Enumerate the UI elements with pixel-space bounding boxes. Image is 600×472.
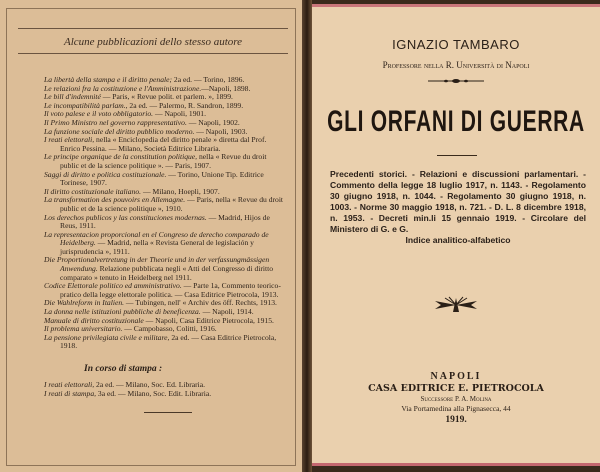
publication-entry	[44, 153, 284, 170]
publication-title: Saggi di diritto e politica costituzionale.	[44, 169, 167, 179]
publication-details: — Campobasso, Colitti, 1916.	[122, 324, 217, 334]
publication-entry	[44, 231, 284, 257]
publication-title: I reati elettorali,	[44, 135, 95, 145]
divider	[144, 412, 192, 413]
publication-details: — Napoli, 1914.	[200, 307, 254, 317]
publication-entry	[44, 136, 284, 153]
publication-title: La representacion proporcional en el Congreso de derecho comparado de Heidelberg.	[44, 229, 269, 248]
publication-details: —Napoli, 1898.	[201, 83, 251, 93]
publication-details: nella « Enciclopedia del diritto penale » diretta dal Prof. Enrico Pessina. — Milano, Società Editrice Libraria.	[60, 135, 267, 153]
description-index: Indice analitico-alfabetico	[405, 235, 511, 245]
publication-year: 1919.	[445, 415, 467, 425]
publication-entry	[44, 334, 284, 351]
publication-title: Los derechos publicos y las constituciones modernas.	[44, 212, 207, 222]
publication-details: — Paris, nella « Revue du droit public et de la science politique », 1910.	[60, 195, 284, 213]
title-page	[312, 4, 600, 466]
publisher-address: Via Portamedina alla Pignasecca, 44	[401, 404, 511, 413]
publication-entry	[44, 214, 284, 231]
publication-title: Le relazioni fra la costituzione e l'Amministrazione.	[44, 83, 202, 93]
publication-details: — Napoli, Casa Editrice Pietrocola, 1915.	[143, 315, 274, 325]
author-affiliation: Professore nella R. Università di Napoli	[382, 60, 530, 70]
publication-details: — Madrid, nella « Revista General de legislación y jurisprudencia », 1911.	[60, 238, 254, 256]
contents-description	[330, 169, 586, 246]
publication-title: La funzione sociale del diritto pubblico moderno.	[44, 126, 195, 136]
publication-details: Relazione pubblicata negli « Atti del Congresso di diritto comparato » tenuto in Heidelberg nel 1911.	[60, 264, 274, 282]
author-name: IGNAZIO TAMBARO	[392, 37, 520, 52]
publication-title: Codice Elettorale politico ed amministrativo.	[44, 281, 182, 291]
description-text: Precedenti storici. - Relazioni e discussioni parlamentari. - Commento della legge 18 luglio 1917, n. 1143. - Regolamento 30 giugno 1918, n. 1044. - Regolamento 30 giugno 1918, n. 1003. - Norme 30 maggio 1918, n. 721. - D. L. 8 dicembre 1918, n. 1953. - Decreti min.li 15 gennaio 1919. - Circolare del Ministero di G. e G.	[330, 169, 586, 234]
publication-details: — Napoli, 1903.	[194, 126, 248, 136]
publication-details: — Napoli, 1901.	[153, 109, 206, 119]
publication-title: Il voto palese e il voto obbligatorio.	[44, 109, 154, 119]
ornament-rule-icon	[312, 77, 600, 83]
publication-title: La transformation des pouvoirs en Allemagne.	[44, 195, 186, 205]
publication-details: 2a ed. — Palermo, R. Sandron, 1899.	[127, 100, 244, 110]
publication-details: nella « Revue du droit public et de la science politique ». — Paris, 1907.	[60, 152, 267, 170]
publication-title: Le bill d'indemnité	[44, 92, 101, 102]
imprint-block	[312, 371, 600, 426]
publication-entry	[44, 171, 284, 188]
publication-details: — Torino, Unione Tip. Editrice Torinese, 1907.	[60, 169, 264, 188]
publication-entry	[44, 282, 284, 299]
book-gutter	[302, 0, 312, 472]
publication-details: 2a ed. — Milano, Soc. Ed. Libraria.	[94, 380, 206, 389]
divider	[437, 155, 477, 156]
publication-details: 3a ed. — Milano, Soc. Edit. Libraria.	[96, 388, 212, 398]
publication-title: I reati di stampa,	[44, 388, 97, 398]
imprint-city: NAPOLI	[430, 371, 482, 382]
publication-entry	[44, 390, 284, 399]
publisher-successor: Successore P. A. Molina	[420, 395, 492, 403]
publication-title: La pensione privilegiata civile e militare,	[44, 332, 170, 342]
book-title: GLI ORFANI DI GUERRA	[327, 105, 585, 138]
publication-title: Il diritto costituzionale italiano.	[44, 186, 142, 196]
in-press-list	[44, 381, 284, 398]
publication-details: — Parte 1a, Commento teorico-pratico della legge elettorale politica. — Casa Editrice Pietrocola, 1913.	[60, 281, 281, 299]
publications-header: Alcune pubblicazioni dello stesso autore	[18, 28, 288, 54]
publication-details: — Tubingen, nell' « Archiv des öff. Rechts, 1913.	[124, 298, 277, 308]
publication-title: Le principe organique de la constitution politique,	[44, 152, 198, 162]
publication-details: 2a ed. — Casa Editrice Pietrocola, 1918.	[60, 332, 277, 351]
publication-details: — Milano, Hoepli, 1907.	[141, 186, 220, 196]
publication-details: — Paris, « Revue polit. et parlem. », 1899.	[100, 92, 233, 102]
publication-details: — Madrid, Hijos de Reus, 1911.	[60, 212, 270, 231]
publication-title: Le incompatibilità parlam.,	[44, 100, 128, 110]
publication-title: La donna nelle istituzioni pubbliche di beneficenza.	[44, 307, 201, 317]
publication-title: Manuale di diritto costituzionale	[44, 315, 144, 325]
publication-title: Die Wahlreform in Italien.	[44, 298, 125, 308]
publications-list	[44, 76, 284, 351]
publications-column	[44, 76, 284, 413]
publication-entry	[44, 196, 284, 213]
publication-title: Il problema universitario.	[44, 324, 123, 334]
ornament-fleuron-icon	[312, 296, 600, 319]
publication-title: Il Primo Ministro nel governo rappresentativo.	[44, 117, 187, 127]
publication-title: I reati elettorali,	[44, 380, 95, 389]
publication-entry	[44, 256, 284, 282]
publication-title: Die Proportionalvertretung in der Theorie und in der verfassungmässigen Anwendung.	[44, 255, 270, 274]
publication-details: — Napoli, 1902.	[186, 117, 240, 127]
publication-title: La libertà della stampa e il diritto penale;	[44, 75, 173, 84]
in-press-heading: In corso di stampa :	[84, 364, 163, 374]
publisher-name: CASA EDITRICE E. PIETROCOLA	[368, 383, 544, 394]
publication-details: 2a ed. — Torino, 1896.	[172, 75, 245, 84]
